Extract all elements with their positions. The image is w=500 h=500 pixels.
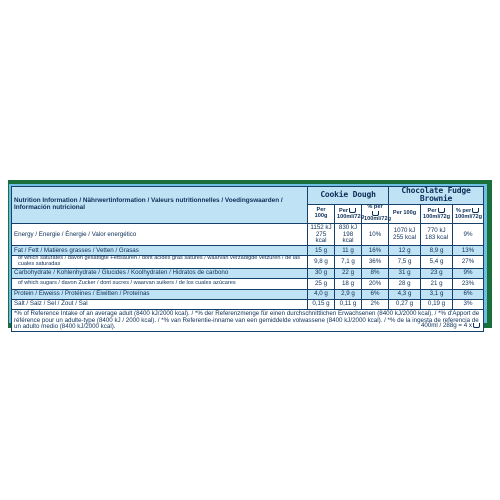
col-pct-2: % per 100ml/72g bbox=[453, 204, 484, 224]
table-title: Nutrition Information / Nährwertinformation / Valeurs nutritionnelles / Voedingswaarden / Información nutricional bbox=[12, 187, 308, 224]
table-row: Fat / Fett / Matières grasses / Vetten / Grasas 15 g 11 g 16% 12 g 8,9 g 13% bbox=[12, 246, 484, 256]
nutrition-table bbox=[11, 186, 484, 332]
header-row bbox=[12, 187, 484, 205]
table-row: of which sugars / davon Zucker / dont sucres / waarvan suikers / de los cuales azúcares 25 g 18 g 20% 28 g 21 g 23% bbox=[12, 279, 484, 290]
table-row: Salt / Salz / Sel / Zout / Sal 0,15 g 0,11 g 2% 0,27 g 0,19 g 3% bbox=[12, 300, 484, 310]
table-row: of which saturates / davon gesättigte Fettsäuren / dont acides gras saturés / waarvan verzadigde vetzuren / de las cuales saturadas 9,8 g 7,1 g 36% 7,5 g 5,4 g 27% bbox=[12, 256, 484, 269]
table-row: Energy / Energie / Énergie / Valor energético 1152 kJ 275 kcal 830 kJ 198 kcal 10% 1070 kJ 255 kcal 770 kJ 183 kcal 9% bbox=[12, 224, 484, 246]
table-row: Protein / Eiweiss / Protéines / Eiwitten / Proteínas 4,0 g 2,9 g 6% 4,3 g 3,1 g 6% bbox=[12, 290, 484, 300]
footnote-row bbox=[12, 310, 484, 332]
portion-info: 400ml / 288g = 4 x bbox=[14, 323, 481, 330]
col-per-serving-1: Per 100ml/72g bbox=[335, 204, 362, 224]
col-pct-1: % per 100ml/72g bbox=[362, 204, 389, 224]
cup-icon bbox=[438, 208, 445, 213]
cup-icon bbox=[472, 208, 479, 213]
product-chocolate-fudge-brownie: Chocolate Fudge Brownie bbox=[389, 187, 484, 205]
cup-icon bbox=[473, 323, 480, 328]
col-per100-2: Per 100g bbox=[389, 204, 421, 224]
footnote-text: *% of Reference Intake of an average adult (8400 kJ/2000 kcal). / *% der Referenzmenge für einen durchschnittlichen Erwachsenen (8400 kJ/2000 kcal). / *% d'Apport de référence pour un adulte-type (8400 kJ / 2000 kcal). / *% van Referentie-inname van een gemiddelde volwassene (8400 kJ/2000 kcal). / *% de la ingesta de referencia de un adulto medio (8400 kJ/2000 kcal). bbox=[14, 310, 480, 331]
cup-icon bbox=[372, 211, 379, 216]
col-per100-1: Per 100g bbox=[308, 204, 335, 224]
cup-icon bbox=[349, 208, 356, 213]
table-row: Carbohydrate / Kohlenhydrate / Glucides / Koolhydraten / Hidratos de carbono 30 g 22 g 8% 31 g 23 g 9% bbox=[12, 269, 484, 279]
product-cookie-dough: Cookie Dough bbox=[308, 187, 389, 205]
col-per-serving-2: Per 100ml/72g bbox=[421, 204, 453, 224]
